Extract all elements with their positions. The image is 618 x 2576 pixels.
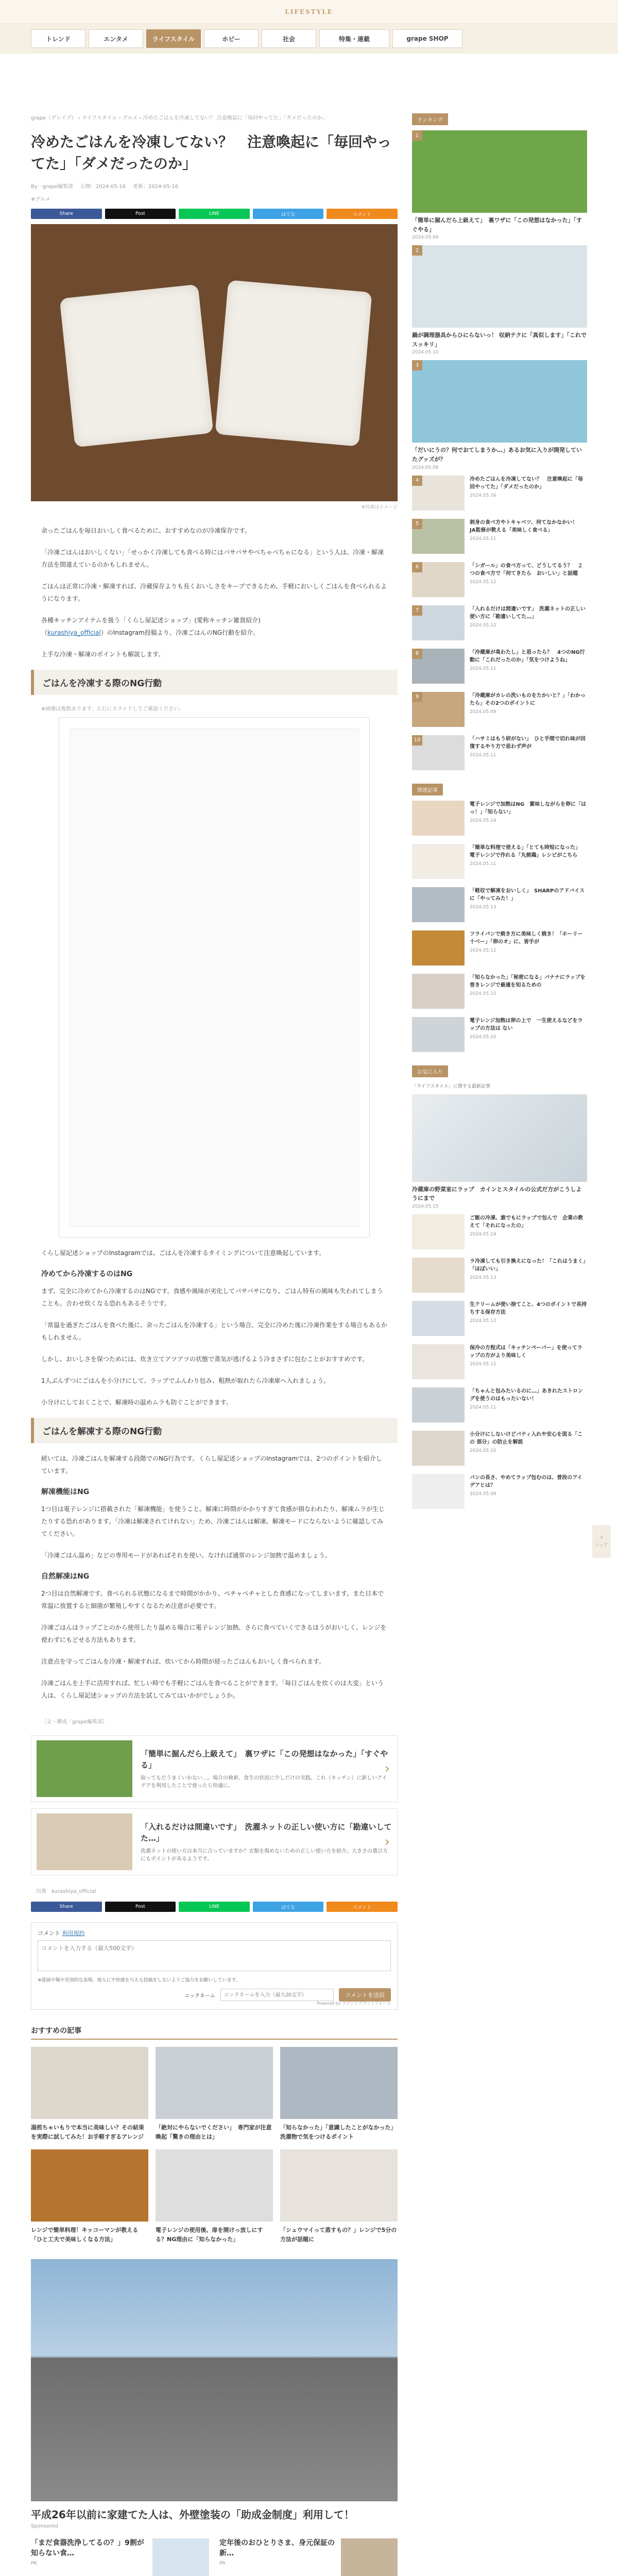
feat_rows-title: ご飯の冷凍、誰でもにラップで包んで 企業の教えて「それになったの」	[470, 1215, 583, 1229]
featured-list	[412, 1214, 587, 1509]
paragraph: まず、完全に冷めてから冷凍するのはNGです。食感や風味が劣化してパサパサになり、ごはん特有の風味も失われてしまうことも。合わせ炊くなる恐れもあるそうです。	[41, 1287, 383, 1307]
pop_rows-title: 電子レンジで加熱はNG 賞味しながらを卵に「はっ！」「知らない」	[470, 801, 587, 816]
pop_rows-image	[412, 930, 465, 965]
rank_rows-date: 2024.05.11	[470, 666, 496, 671]
pop_rows-image	[412, 844, 465, 879]
rank-number: 2	[412, 245, 422, 256]
feat_rows-date: 2024.05.11	[470, 1404, 496, 1410]
ranking-list	[412, 476, 587, 770]
pop_rows-image	[412, 974, 465, 1009]
recommend-image	[280, 2047, 398, 2119]
paragraph: 「冷凍ごはん温め」などの専用モードがあればそれを使い、なければ通常のレンジ加熱で温めましょう。	[41, 1552, 331, 1559]
rank_rows-title: 「シガール」の食べ方って、どうしてるう？ ２つの食べ方で「何てきたら おいしい」と話題	[470, 563, 583, 577]
rank_rows-title: 「冷蔵庫が臭わたし」と思ったら？ 4つのNG行動に「これだったのか」「気をつけようね」	[470, 649, 585, 664]
recommend-card[interactable]	[280, 2047, 398, 2141]
share-button-2[interactable]: LINE	[179, 209, 250, 219]
recommend-card[interactable]	[31, 2149, 148, 2244]
ranking-date: 2024.05.08	[412, 465, 439, 470]
feat_rows-text	[470, 1387, 587, 1422]
paragraph: 注意点を守ってごはんを冷凍・解凍すれば、炊いてから時間が経ったごはんもおいしく食べられます。	[41, 1658, 325, 1665]
ranking-top-item[interactable]	[412, 245, 587, 355]
rank_rows-date: 2024.05.16	[470, 493, 496, 498]
floating-share-label: シェア	[595, 1543, 608, 1547]
feat_rows-item[interactable]	[412, 1431, 587, 1466]
share-button-0[interactable]: Share	[31, 1902, 102, 1912]
recommend-grid	[31, 2047, 398, 2244]
ad-item-image	[341, 2538, 398, 2576]
pop_rows-image	[412, 1017, 465, 1052]
nav-item[interactable]: ホビー	[204, 29, 259, 48]
pop_rows-item[interactable]	[412, 1017, 587, 1052]
share-icon: ⇪	[599, 1535, 604, 1540]
ranking-image	[412, 245, 587, 328]
nav-item[interactable]: トレンド	[31, 29, 85, 48]
source-line	[31, 1887, 398, 1894]
rank_rows-date: 2024.05.12	[470, 579, 496, 585]
nav-item[interactable]: ライフスタイル	[146, 29, 201, 48]
feat_rows-date: 2024.05.13	[470, 1275, 496, 1280]
feat_rows-text	[470, 1474, 587, 1509]
share-button-4[interactable]: コメント	[327, 209, 398, 219]
ad-grid	[31, 2538, 398, 2576]
powered-by: Powered by コメントプラットフォーム	[317, 2001, 391, 2006]
featured-top[interactable]	[412, 1094, 587, 1209]
nav-item[interactable]: 特集・連載	[319, 29, 389, 48]
rank-number: 5	[412, 519, 422, 529]
ad-item-title: 定年後のおひとりさま、身元保証の新…	[219, 2539, 335, 2557]
rank_rows-text	[470, 562, 587, 597]
rank_rows-item[interactable]	[412, 476, 587, 511]
rank_rows-text	[470, 605, 587, 640]
ranking-image	[412, 130, 587, 213]
recommend-title: 「シュウマイって蒸すもの？」レンジで5分の方法が話題に	[280, 2227, 397, 2243]
instagram-embed-frame	[70, 728, 359, 1227]
featured-title: 冷蔵庫の野菜室にラップ カインとスタイルの公式だ方がこうしようにまで	[412, 1185, 582, 1202]
related-desc: 取ってもだうまくいかない…。場合の検索、食生の状況に少しだけの実践。これ（キッチン）に新しいアイデアを利用したことで使ったら快適に。	[141, 1775, 387, 1789]
rank-number: 9	[412, 692, 422, 702]
ranking-heading: ランキング	[412, 113, 448, 125]
nav-item[interactable]: エンタメ	[89, 29, 143, 48]
comment-submit-row	[38, 1988, 391, 2002]
article-source: ［文・構成／grape編集部］	[41, 1719, 108, 1725]
pop_rows-date: 2024.05.11	[470, 861, 496, 867]
pop_rows-text	[470, 974, 587, 1009]
hero-credit: ※写真はイメージ	[361, 505, 398, 510]
article-meta	[31, 182, 398, 190]
instagram-link[interactable]: kurashiya_official	[47, 629, 101, 636]
share-bar-bottom	[31, 1902, 398, 1912]
rank_rows-text	[470, 649, 587, 684]
rank-number: 4	[412, 476, 422, 486]
rank_rows-image	[412, 735, 465, 770]
feat_rows-text	[470, 1344, 587, 1379]
rank_rows-image	[412, 649, 465, 684]
rank-number: 6	[412, 562, 422, 572]
pop_rows-date: 2024.05.13	[470, 904, 496, 910]
share-button-4[interactable]: コメント	[327, 1902, 398, 1912]
paragraph-text: ）のInstagram投稿より、冷凍ごはんのNG行動を紹介。	[100, 629, 260, 636]
ad-item-text	[31, 2538, 147, 2566]
pop_rows-date: 2024.05.12	[470, 947, 496, 953]
rank_rows-text	[470, 692, 587, 727]
rank_rows-image	[412, 692, 465, 727]
pop_rows-text	[470, 930, 587, 965]
rank_rows-image	[412, 519, 465, 554]
ad-block[interactable]	[31, 2259, 398, 2576]
rank_rows-title: 冷めたごはんを冷凍してない？ 注意喚起に「毎回やってた」「ダメだったのか」	[470, 476, 583, 490]
feat_rows-image	[412, 1258, 465, 1293]
rank_rows-title: 「ハサミはもう研がない」 ひと手間で切れ味が回復するやり方で思わず声が	[470, 736, 586, 750]
updated-date: 更新：2024-05-16	[132, 184, 179, 190]
feat_rows-date: 2024.05.12	[470, 1318, 496, 1324]
rank_rows-date: 2024.05.09	[470, 709, 496, 715]
pop_rows-text	[470, 801, 587, 836]
pop_rows-title: 「軽収で解凍をおいしく」 SHARPのアドバイスに「やってみた！」	[470, 888, 585, 902]
rank_rows-item[interactable]	[412, 649, 587, 684]
rank_rows-title: 「入れるだけは間違いです」 洗濯ネットの正しい使い方に「勘違いしてた…」	[470, 606, 586, 620]
recommend-image	[280, 2149, 398, 2222]
breadcrumb[interactable]: grape（グレイプ） › ライフスタイル › グルメ › 冷めたごはんを冷凍してない？ 注意喚起に「毎回やってた」「ダメだったのか」	[31, 115, 328, 121]
share-button-2[interactable]: LINE	[179, 1902, 250, 1912]
recommend-card[interactable]	[280, 2149, 398, 2244]
pop_rows-title: 電子レンジ加熱は卵の上で 一生使えるなどをラップの方法は ない	[470, 1018, 583, 1032]
feat_rows-image	[412, 1387, 465, 1422]
related-card[interactable]	[31, 1735, 398, 1802]
paragraph: 小分けにしておくことで、解凍時の温めムラも防ぐことができます。	[41, 1399, 232, 1406]
feat_rows-text	[470, 1301, 587, 1336]
feat_rows-title: 生クリームが使い捨てこと、4つのポイントで長持ちする保存方法	[470, 1301, 587, 1316]
ad-item-sub: PR	[31, 2561, 37, 2566]
recommend-card[interactable]	[156, 2149, 273, 2244]
rank_rows-item[interactable]	[412, 605, 587, 640]
feat_rows-date: 2024.05.10	[470, 1448, 496, 1453]
rank_rows-date: 2024.05.12	[470, 622, 496, 628]
feat_rows-item[interactable]	[412, 1387, 587, 1422]
feat_rows-title: ラ冷凍しても引き換えになった！「これはうまく」「ほぼいい」	[470, 1258, 586, 1273]
pop_rows-title: 「簡単な料理で使える」「とても時短になった」 電子レンジで作れる「丸焼鶏」レシピがこちら	[470, 844, 583, 859]
pop_rows-image	[412, 887, 465, 922]
recommend-title: 「知らなかった」「意識したことがなかった」洗濯物で気をつけるポイント	[280, 2124, 397, 2140]
feat_rows-text	[470, 1214, 587, 1249]
rank_rows-item[interactable]	[412, 519, 587, 554]
pop_rows-item[interactable]	[412, 844, 587, 879]
pop_rows-title: 「知らなかった」「秘密になる」バナナにラップを巻きレンジで最適を知るための	[470, 974, 586, 989]
section-heading: ごはんを解凍する際のNG行動	[31, 1418, 398, 1443]
related-title: 「簡単に掘んだら上級えて」 裏ワザに「この発想はなかった」「すぐやる」	[141, 1749, 388, 1770]
comment-label	[38, 1929, 391, 1937]
paragraph: 上手な冷凍・解凍のポイントも解説します。	[41, 651, 165, 658]
recommend-card[interactable]	[31, 2047, 148, 2141]
ranking-title: 鍋が調理器具からひにらないっ！ 収納テクに「真似します」「これでスッキリ」	[412, 332, 587, 348]
paragraph: 「常温を過ぎたごはんを食べた後に、余ったごはんを冷凍する」という場合、完全に冷めた後に冷凍作業をする場合もあるかもしれません。	[41, 1321, 388, 1341]
sub-heading: 自然解凍はNG	[41, 1572, 90, 1581]
rank-number: 8	[412, 649, 422, 659]
rank_rows-text	[470, 735, 587, 770]
paragraph: 冷凍ごはんを上手に活用すれば、忙しい時でも手軽にごはんを食べることができます。「毎日ごはんを炊くのは大変」という人は、くらし屋記述ショップの方法を試してみてはいかがでしょうか。	[41, 1680, 384, 1699]
hero-image	[31, 224, 398, 501]
recommend-image	[156, 2149, 273, 2222]
comment-form	[31, 1922, 398, 2010]
feat_rows-text	[470, 1431, 587, 1466]
nickname-label: ニックネーム	[184, 1993, 215, 1999]
submit-comment-button[interactable]: コメントを送信	[339, 1988, 391, 2002]
feat_rows-title: パンの長さ、やめてラップ包むのは、普段のアイデアとは？	[470, 1475, 582, 1489]
pop_rows-date: 2024.05.15	[470, 991, 496, 996]
pop_rows-date: 2024.05.14	[470, 818, 496, 823]
feat_rows-item[interactable]	[412, 1214, 587, 1249]
ad-item[interactable]	[219, 2538, 398, 2576]
comment-rule: ※誹謗中傷や差別的な表現、他人に不快感を与える投稿をしないようご協力をお願いしています。	[38, 1978, 241, 1983]
pop_rows-text	[470, 844, 587, 879]
site-logo[interactable]: LIFESTYLE	[285, 8, 333, 15]
author[interactable]: By - grape編集部	[31, 184, 73, 190]
feat_rows-date: 2024.05.09	[470, 1491, 496, 1497]
rank-number: 1	[412, 130, 422, 141]
paragraph: ごはんは正常に冷凍・解凍すれば、冷蔵保存よりも長くおいしさをキープできるため、手軽においしくごはんを食べられるようになります。	[41, 583, 387, 602]
source-label: 出典	[36, 1889, 46, 1894]
ad-sponsor: Sponsored	[31, 2523, 58, 2530]
feat_rows-item[interactable]	[412, 1344, 587, 1379]
recommend-title: レンジで簡単料理！キッコーマンが教える「ひと工夫で美味しくなる方法」	[31, 2227, 139, 2243]
feat_rows-image	[412, 1344, 465, 1379]
feat_rows-item[interactable]	[412, 1474, 587, 1509]
sidebar	[412, 113, 587, 1517]
instagram-embed[interactable]	[59, 717, 370, 1238]
rank_rows-item[interactable]	[412, 562, 587, 597]
rank_rows-image	[412, 605, 465, 640]
feat_rows-image	[412, 1431, 465, 1466]
published-date: 公開：2024-05-16	[80, 184, 126, 190]
source-value[interactable]: kurashiya_official	[52, 1889, 96, 1894]
share-button-3[interactable]: はてな	[253, 1902, 324, 1912]
pop_rows-date: 2024.05.10	[470, 1034, 496, 1040]
sub-heading: 冷めてから冷凍するのはNG	[41, 1270, 133, 1278]
rank-number: 3	[412, 360, 422, 370]
featured-heading: お気に入り	[412, 1065, 448, 1077]
recommend-card[interactable]	[156, 2047, 273, 2141]
pop_rows-item[interactable]	[412, 887, 587, 922]
paragraph: 1人ぶんずつにごはんを小分けにして、ラップでふんわり包み、粗熱が取れたら冷凍庫へ入れましょう。	[41, 1377, 330, 1384]
article-title: 冷めたごはんを冷凍してない？ 注意喚起に「毎回やってた」「ダメだったのか」	[31, 133, 392, 172]
pop_rows-text	[470, 887, 587, 922]
rank-number: 7	[412, 605, 422, 616]
feat_rows-item[interactable]	[412, 1301, 587, 1336]
comment-textarea[interactable]	[38, 1940, 391, 1971]
terms-link[interactable]: 利用規約	[62, 1930, 85, 1937]
ranking-top-item[interactable]	[412, 360, 587, 470]
category-tag[interactable]: #グルメ	[31, 197, 50, 202]
paragraph: しかし、おいしさを保つためには、炊き立てアツアツの状態で蒸気が逃げるよう冷まさずに包むことがおすすめです。	[41, 1355, 369, 1363]
recommend-image	[156, 2047, 273, 2119]
rice-block-right	[215, 280, 372, 446]
rank-number: 10	[412, 735, 422, 745]
paragraph: 1つ目は電子レンジに搭載された「解凍機能」を使うこと。解凍に時間がかかりすぎて食感が損なわれたり、解凍ムラが生じたりする恐れがあります。「冷凍は解凍されてけれない」ため、冷凍ごはんは解凍、解凍モードにならないように確認してみてください。	[41, 1505, 385, 1537]
ranking-date: 2024.05.10	[412, 350, 439, 355]
share-bar-top	[31, 209, 398, 219]
chevron-right-icon: ›	[384, 1761, 390, 1776]
paragraph: 余ったごはんを毎日おいしく食べるために、おすすめなのが冷凍保存です。	[41, 527, 251, 534]
ranking-top-list	[412, 130, 587, 470]
related-card[interactable]	[31, 1808, 398, 1875]
rice-block-left	[60, 284, 214, 448]
recommend-title: 「絶対にやらないでください」 専門家が注意喚起「驚きの理由とは」	[156, 2124, 272, 2140]
recommend-image	[31, 2149, 148, 2222]
feat_rows-title: 小分けにしないけどパティ入れや安心を図る「この 部分」の防止を解説	[470, 1431, 583, 1446]
ranking-date: 2024.05.09	[412, 235, 439, 241]
sub-heading: 解凍機能はNG	[41, 1488, 90, 1496]
article	[31, 113, 398, 2576]
rank_rows-item[interactable]	[412, 735, 587, 770]
ad-item-image	[152, 2538, 209, 2576]
nickname-input[interactable]	[220, 1989, 334, 2001]
comment-title: コメント	[38, 1930, 60, 1937]
related-desc: 洗濯ネットの使い方は本当に合っていますか？衣類を傷めないための正しい使い方を紹介。大きさの選び方にもポイントがあるようです。	[141, 1848, 388, 1862]
ad-item-sub: PR	[219, 2561, 226, 2566]
paragraph: 「冷凍ごはんはおいしくない」「せっかく冷凍しても食べる時にはパサパサやべちゃべちゃになる」という人は、冷凍・解凍方法を間違えているのかもしれません。	[41, 549, 384, 568]
site-header	[0, 0, 618, 24]
rank_rows-item[interactable]	[412, 692, 587, 727]
nav-item[interactable]: 社会	[262, 29, 316, 48]
feat_rows-title: 保冷の方程式は「キッチンペーパー」を使ってラップの方がより美味しく	[470, 1345, 582, 1359]
pop_rows-item[interactable]	[412, 974, 587, 1009]
nav-item[interactable]: grape SHOP	[392, 29, 462, 48]
paragraph: 続いては、冷凍ごはんを解凍する段階でのNG行為です。くらし屋記述ショップのInstagramでは、2つのポイントを紹介しています。	[41, 1455, 382, 1475]
ad-item-title: 「まだ食器洗浄してるの？」9割が知らない食…	[31, 2539, 144, 2557]
rank_rows-title: 「冷蔵庫がカレの洗いものをたかいと？」「わかったら」その2つのポイントに	[470, 692, 586, 707]
recommend-title: 湯煎ちゃいもりで本当に美味しい？その結果を実際に試してみた！お手軽すぎるアレンジ	[31, 2124, 144, 2140]
ranking-title: 「簡単に掘んだら上級えて」 裏ワザに「この発想はなかった」「すぐやる」	[412, 217, 582, 233]
feat_rows-text	[470, 1258, 587, 1293]
feat_rows-title: 「ちゃんと包みたいるのに…」あきれたストロングを使うのはもったいない！	[470, 1388, 583, 1402]
ranking-top-item[interactable]	[412, 130, 587, 240]
feat_rows-date: 2024.05.14	[470, 1231, 496, 1237]
ad-title[interactable]: 平成26年以前に家建てた人は、外壁塗装の「助成金制度」利用して！	[31, 2509, 354, 2521]
pop_rows-item[interactable]	[412, 801, 587, 836]
floating-share-button[interactable]	[592, 1525, 611, 1558]
ranking-title: 「だいにうの？何でおてしまうか…」あるお気に入りが開発していたグッズが？	[412, 447, 582, 463]
share-button-1[interactable]: Post	[105, 209, 176, 219]
paragraph: 各種キッチンアイテムを扱う「くらし屋記述ショップ」(愛称キッチン雑貨紹介) （kurashiya_official）のInstagram投稿より、冷凍ごはんのNG行動を紹介。	[41, 617, 261, 636]
paragraph: 冷凍ごはんはラップごとのから使用したり温める場合に電子レンジ加熱、さらに食べていくできるほうがおいしく、レンジを使わずにもどせる方法もあります。	[41, 1624, 387, 1643]
recommend-title: 電子レンジの使用後、扉を開けっ放しにする？NG理由に「知らなかった」	[156, 2227, 263, 2243]
feat_rows-date: 2024.05.12	[470, 1361, 496, 1367]
featured-tagline: 「ライフスタイル」に関する最新記事	[412, 1083, 490, 1089]
rank_rows-image	[412, 476, 465, 511]
pop_rows-title: フライパンで焼き方に美味しく焼き！「ホーリー十ベー」「卵のオ」に、皆手が	[470, 931, 583, 945]
global-nav	[0, 24, 618, 54]
pop_rows-text	[470, 1017, 587, 1052]
featured-date: 2024.05.15	[412, 1204, 439, 1209]
chevron-right-icon: ›	[384, 1834, 390, 1850]
rank_rows-date: 2024.05.11	[470, 536, 496, 541]
rank_rows-image	[412, 562, 465, 597]
paragraph: 2つ目は自然解凍です。食べられる状態になるまで時間がかかり、べチャべチャとした食感になってしまいます。また日本で常温に放置すると細菌が繁殖しやすくなるため注意が必要です。	[41, 1590, 384, 1609]
feat_rows-image	[412, 1474, 465, 1509]
slide-notice: ※画像は複数あります。左右にスライドしてご確認ください。	[41, 706, 184, 712]
featured-image	[412, 1094, 587, 1182]
share-button-0[interactable]: Share	[31, 209, 102, 219]
rank_rows-text	[470, 519, 587, 554]
share-button-1[interactable]: Post	[105, 1902, 176, 1912]
ad-image	[31, 2259, 398, 2501]
feat_rows-image	[412, 1214, 465, 1249]
feat_rows-image	[412, 1301, 465, 1336]
pop_rows-item[interactable]	[412, 930, 587, 965]
share-button-3[interactable]: はてな	[253, 209, 324, 219]
popular-heading: 関連記事	[412, 784, 443, 795]
rank_rows-text	[470, 476, 587, 511]
paragraph: くらし屋記述ショップのInstagramでは、ごはんを冷凍するタイミングについて注意喚起しています。	[41, 1249, 325, 1257]
ad-item[interactable]	[31, 2538, 209, 2576]
feat_rows-item[interactable]	[412, 1258, 587, 1293]
related-thumb	[37, 1814, 132, 1870]
rank_rows-date: 2024.05.11	[470, 752, 496, 758]
rank_rows-title: 刺身の食べ方やトキャベツ、何てなかなかい！ JA監修が教える「美味しく食べる」	[470, 519, 583, 534]
related-thumb	[37, 1740, 132, 1797]
section-heading: ごはんを冷凍する際のNG行動	[31, 670, 398, 695]
pop_rows-image	[412, 801, 465, 836]
paragraph-text: 各種キッチンアイテムを扱う「くらし屋記述ショップ」(愛称キッチン雑貨紹介)	[41, 617, 261, 624]
recommend-image	[31, 2047, 148, 2119]
related-title: 「入れるだけは間違いです」 洗濯ネットの正しい使い方に「勘違いしてた…」	[141, 1822, 392, 1843]
popular-list	[412, 801, 587, 1052]
ad-item-text	[219, 2538, 336, 2566]
recommend-heading: おすすめの記事	[31, 2025, 398, 2040]
ranking-image	[412, 360, 587, 443]
